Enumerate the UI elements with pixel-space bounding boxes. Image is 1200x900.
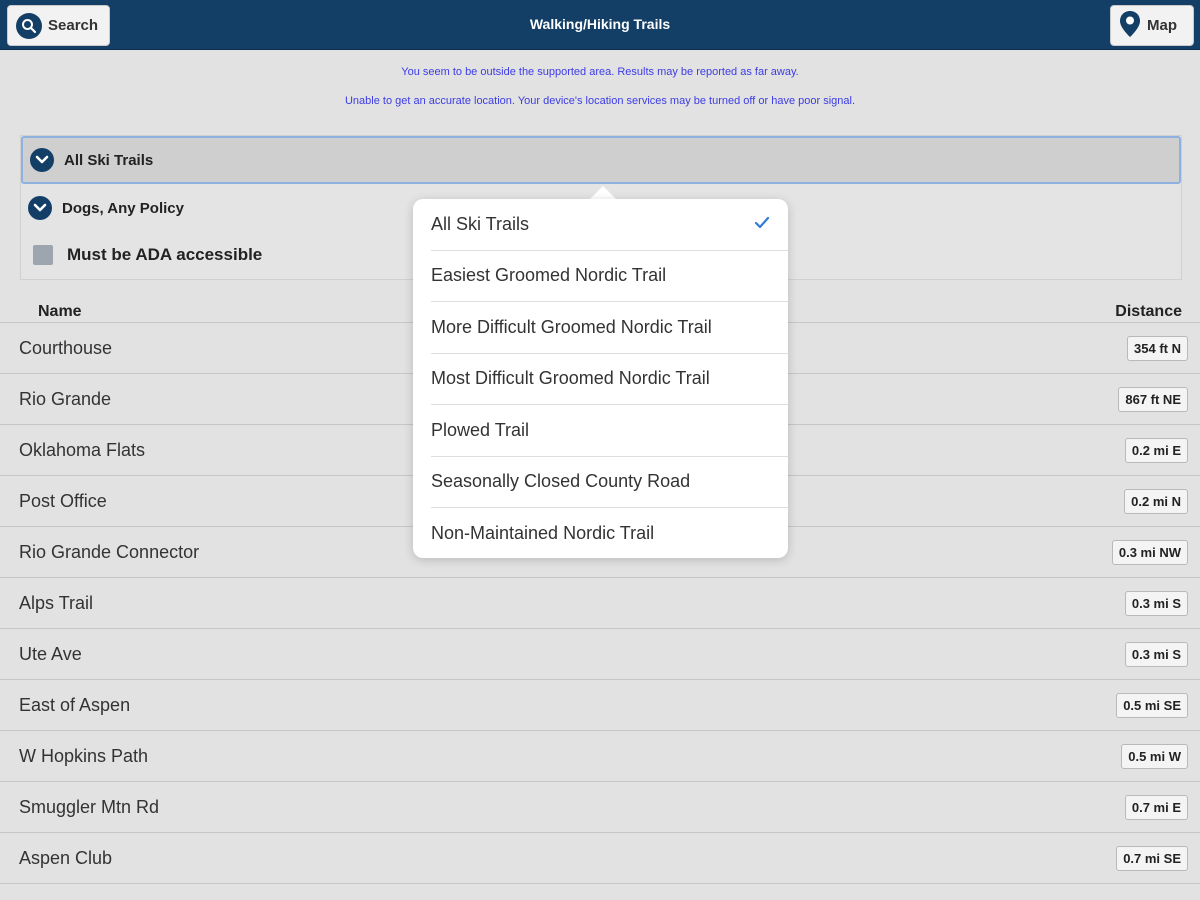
distance-badge: 0.2 mi E xyxy=(1125,438,1188,463)
search-button-label: Search xyxy=(48,17,99,34)
map-pin-icon xyxy=(1119,10,1141,42)
dropdown-option[interactable] xyxy=(431,508,788,560)
distance-badge: 0.5 mi SE xyxy=(1116,693,1188,718)
trail-name: Alps Trail xyxy=(19,592,94,613)
trail-name: East of Aspen xyxy=(19,694,131,715)
distance-badge: 0.7 mi SE xyxy=(1116,846,1188,871)
dogs-filter-value: Dogs, Any Policy xyxy=(62,199,184,217)
table-row[interactable] xyxy=(0,629,1200,680)
trail-name: W Hopkins Path xyxy=(19,745,149,766)
distance-badge: 0.3 mi NW xyxy=(1112,540,1188,565)
dropdown-option-label: Most Difficult Groomed Nordic Trail xyxy=(431,368,710,389)
distance-badge: 354 ft N xyxy=(1127,336,1188,361)
distance-badge: 0.3 mi S xyxy=(1125,591,1188,616)
trail-name: Aspen Club xyxy=(19,847,113,868)
trail-name: Courthouse xyxy=(19,337,113,358)
trail-name: Oklahoma Flats xyxy=(19,439,146,460)
trail-name: Ute Ave xyxy=(19,643,82,664)
trail-type-filter[interactable] xyxy=(21,136,1181,184)
popover-arrow xyxy=(589,186,617,200)
trail-name: Post Office xyxy=(19,490,107,511)
dropdown-option-label: Non-Maintained Nordic Trail xyxy=(431,523,655,544)
page-title: Walking/Hiking Trails xyxy=(529,16,671,32)
ada-checkbox[interactable] xyxy=(33,245,53,265)
table-row[interactable] xyxy=(0,680,1200,731)
distance-badge: 0.3 mi S xyxy=(1125,642,1188,667)
trail-name: Rio Grande Connector xyxy=(19,541,200,562)
dropdown-option[interactable] xyxy=(431,354,788,406)
trail-name: Rio Grande xyxy=(19,388,112,409)
map-button[interactable] xyxy=(1110,5,1194,46)
chevron-down-icon xyxy=(28,196,52,220)
trail-type-dropdown xyxy=(413,199,788,558)
checkmark-icon xyxy=(754,214,770,235)
dropdown-option[interactable] xyxy=(431,405,788,457)
outside-area-notice: You seem to be outside the supported area. Results may be reported as far away. xyxy=(401,66,799,78)
trail-type-value: All Ski Trails xyxy=(64,151,154,169)
dropdown-option[interactable] xyxy=(431,199,788,251)
table-row[interactable] xyxy=(0,833,1200,884)
dropdown-option-label: More Difficult Groomed Nordic Trail xyxy=(431,316,712,337)
table-row[interactable] xyxy=(0,578,1200,629)
location-notice: Unable to get an accurate location. Your device's location services may be turned off or have poor signal. xyxy=(344,95,856,107)
distance-badge: 0.2 mi N xyxy=(1124,489,1188,514)
dropdown-option-label: Easiest Groomed Nordic Trail xyxy=(431,265,667,286)
dropdown-option[interactable] xyxy=(431,251,788,303)
dropdown-option-label: Seasonally Closed County Road xyxy=(431,471,691,492)
name-column-header: Name xyxy=(38,303,82,320)
distance-column-header: Distance xyxy=(1115,303,1182,320)
dropdown-option-label: All Ski Trails xyxy=(431,213,530,234)
table-row[interactable] xyxy=(0,731,1200,782)
dropdown-option-label: Plowed Trail xyxy=(431,419,530,440)
map-button-label: Map xyxy=(1147,17,1177,34)
dropdown-option[interactable] xyxy=(431,457,788,509)
app-header xyxy=(0,0,1200,50)
distance-badge: 0.5 mi W xyxy=(1121,744,1188,769)
distance-badge: 0.7 mi E xyxy=(1125,795,1188,820)
ada-label: Must be ADA accessible xyxy=(67,245,263,264)
chevron-down-icon xyxy=(30,148,54,172)
trail-name: Smuggler Mtn Rd xyxy=(19,796,160,817)
distance-badge: 867 ft NE xyxy=(1118,387,1188,412)
dropdown-option[interactable] xyxy=(431,302,788,354)
table-row[interactable] xyxy=(0,782,1200,833)
